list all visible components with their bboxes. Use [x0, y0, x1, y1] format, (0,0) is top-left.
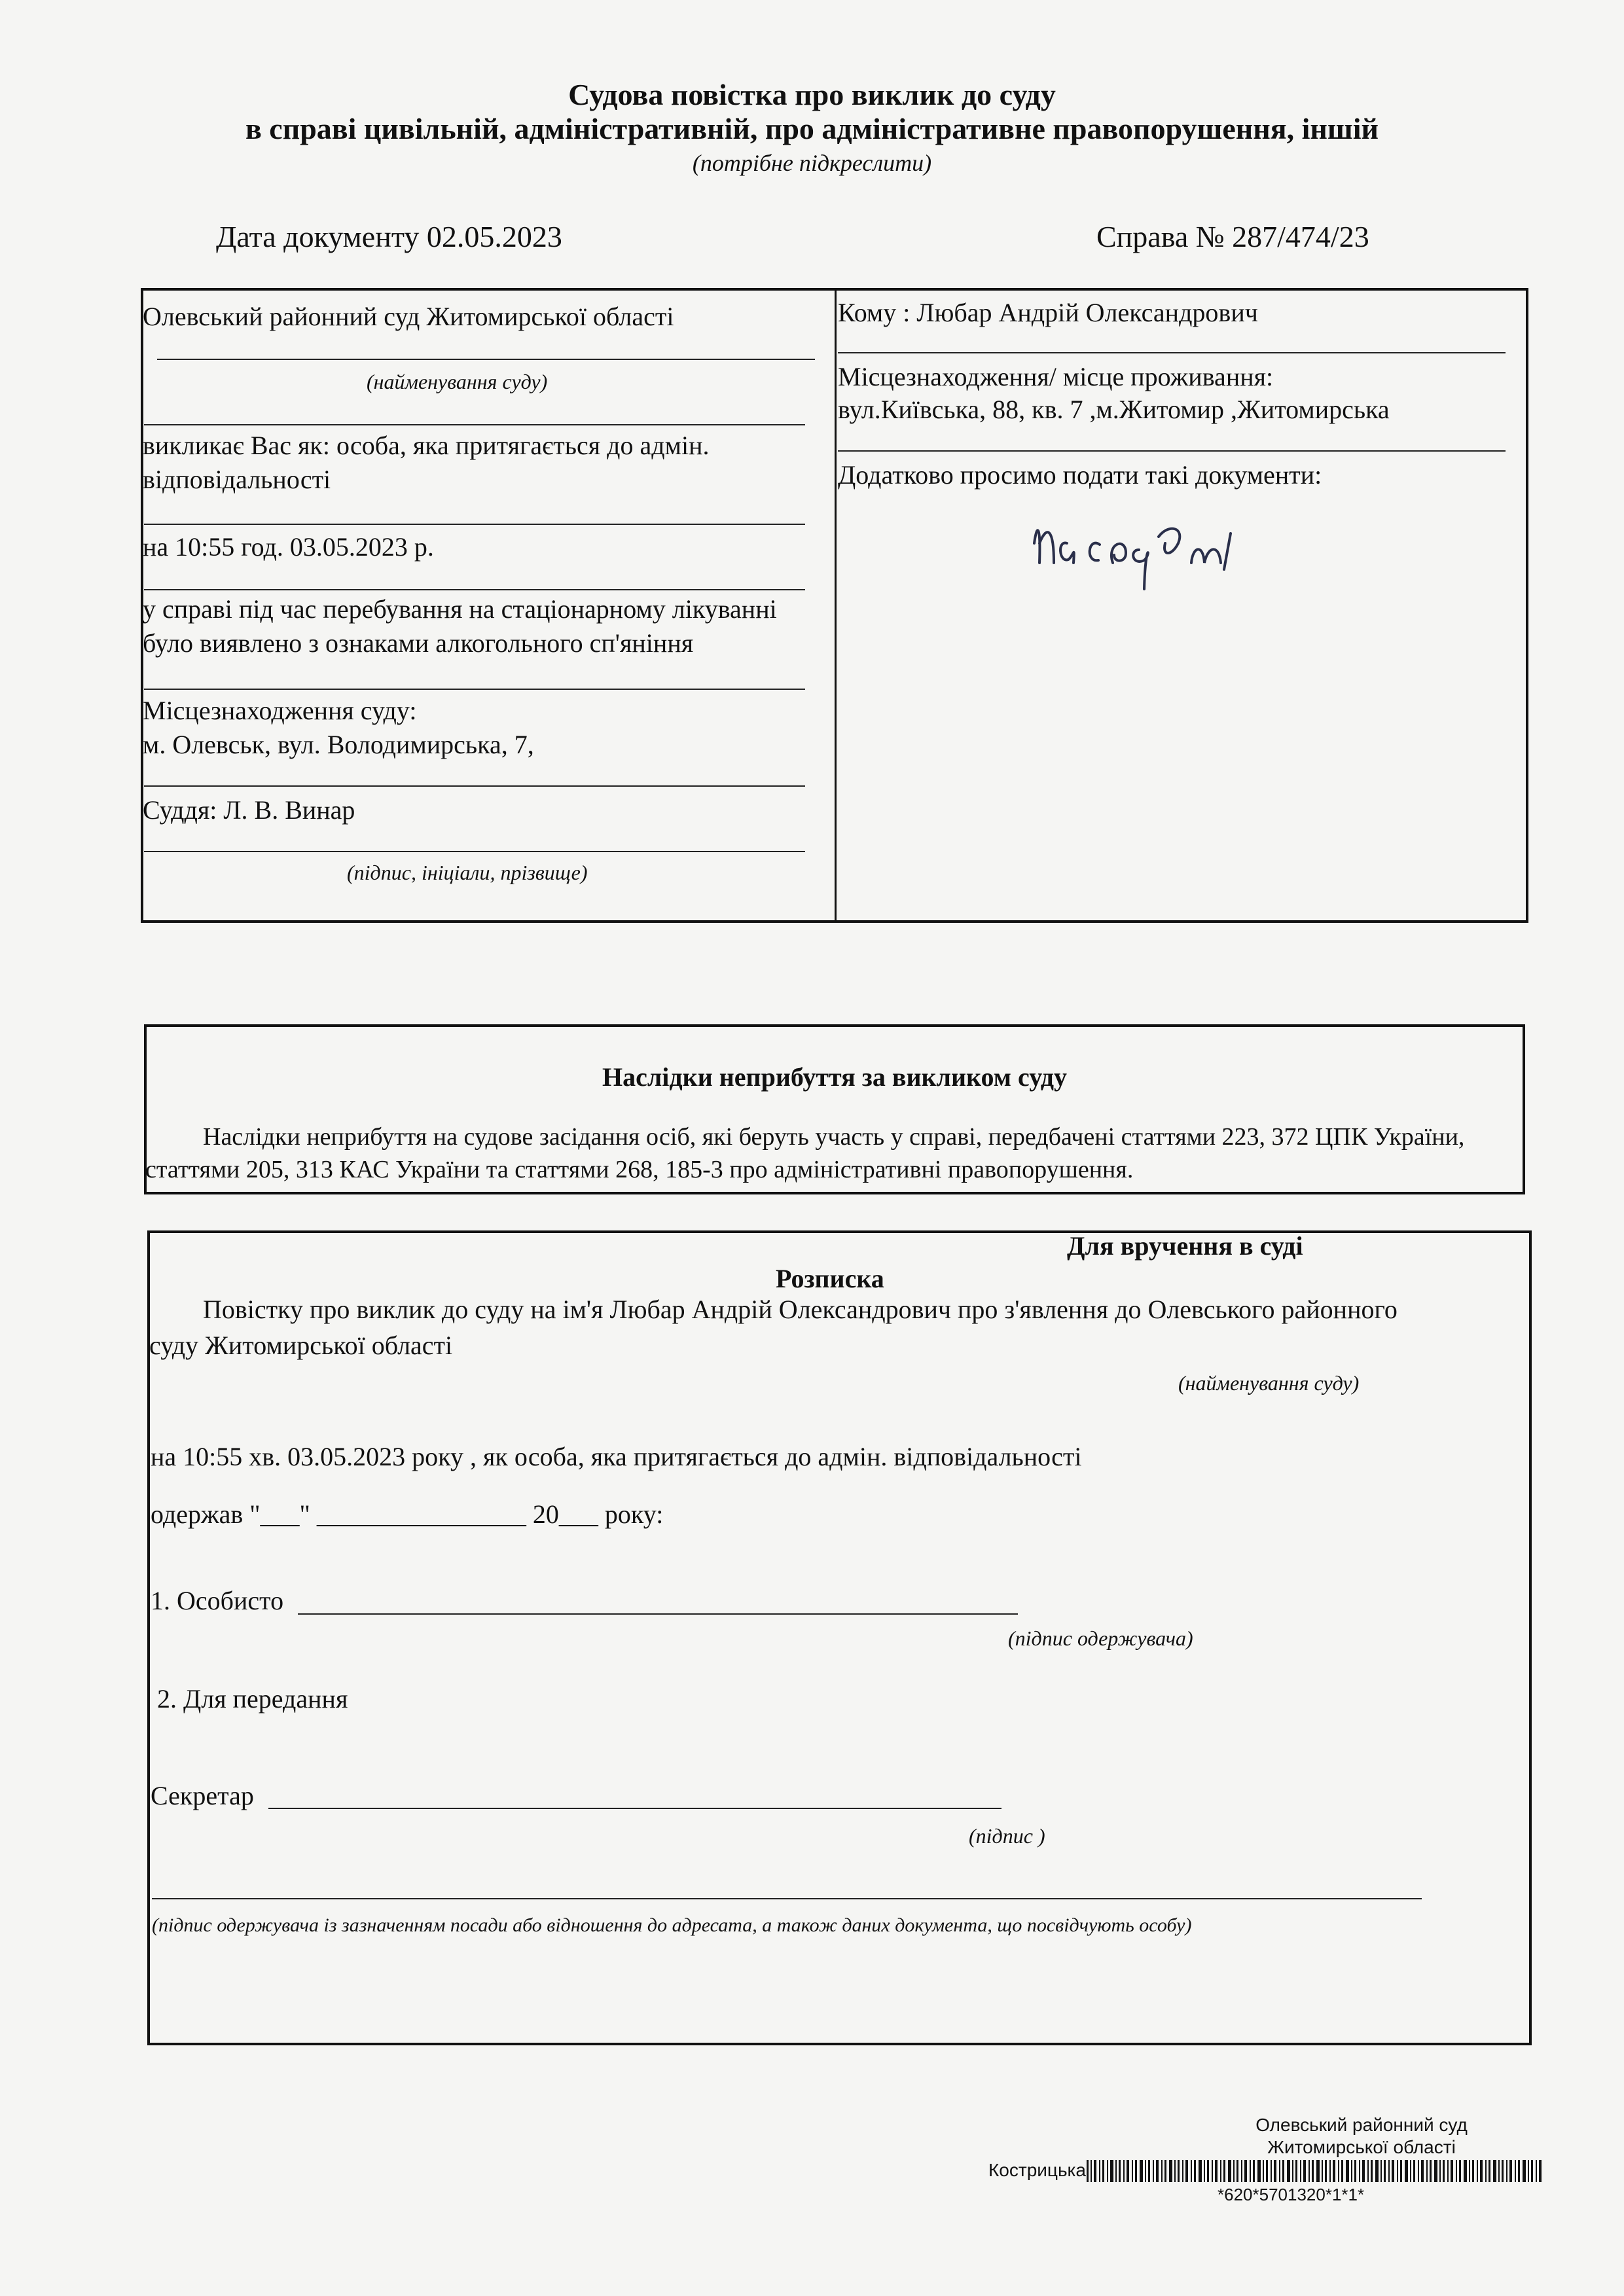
- rule: [144, 424, 805, 425]
- judge-name: Суддя: Л. В. Винар: [143, 795, 355, 825]
- consequences-text-line1: Наслідки неприбуття на судове засідання осіб, які беруть участь у справі, передбачені статтями 223, 372 ЦПК України,: [203, 1123, 1465, 1151]
- stamp-line2: Житомирської області: [1267, 2137, 1456, 2157]
- handwritten-note: [1028, 497, 1303, 596]
- document-title: Судова повістка про виклик до суду: [568, 78, 1056, 111]
- consequences-title: Наслідки неприбуття за викликом суду: [602, 1062, 1067, 1092]
- secretary-signature-line: [268, 1808, 1001, 1809]
- secretary-label: Секретар: [151, 1781, 254, 1810]
- handwriting-scribble-icon: [1028, 497, 1303, 596]
- court-name-rule: [157, 359, 815, 360]
- transfer-label: 2. Для передання: [157, 1684, 348, 1713]
- summons-as-line2: відповідальності: [143, 465, 331, 494]
- consequences-text-line2: статтями 205, 313 КАС України та статтями 268, 185-3 про адміністративні правопорушення.: [145, 1156, 1134, 1183]
- clerk-name: Кострицька: [988, 2160, 1086, 2180]
- rule: [144, 689, 805, 690]
- rule: [144, 589, 805, 590]
- receipt-court-caption: (найменування суду): [1178, 1371, 1360, 1395]
- received-line: одержав "___" ________________ 20___ року:: [151, 1499, 664, 1529]
- signature-caption: (підпис ): [969, 1824, 1045, 1848]
- extra-docs-label: Додатково просимо подати такі документи:: [838, 460, 1322, 490]
- personally-label: 1. Особисто: [151, 1586, 284, 1615]
- case-description-line2: було виявлено з ознаками алкогольного сп'яніння: [143, 628, 694, 658]
- document-subtitle: в справі цивільній, адміністративній, про адміністративне правопорушення, іншій: [245, 112, 1379, 145]
- document-date: Дата документу 02.05.2023: [216, 220, 562, 253]
- signature-caption: (підпис, ініціали, прізвище): [347, 861, 588, 884]
- rule: [144, 851, 805, 852]
- court-name-caption: (найменування суду): [367, 370, 548, 393]
- case-number: Справа № 287/474/23: [1096, 220, 1369, 253]
- rule: [144, 785, 805, 787]
- receipt-text-line2: суду Житомирської області: [149, 1331, 453, 1360]
- bottom-signature-line: [152, 1898, 1422, 1899]
- court-location-label: Місцезнаходження суду:: [143, 696, 417, 725]
- stamp-line1: Олевський районний суд: [1255, 2115, 1468, 2135]
- receipt-datetime: на 10:55 хв. 03.05.2023 року , як особа, яка притягається до адмін. відповідальності: [151, 1442, 1082, 1471]
- personally-signature-line: [298, 1613, 1018, 1615]
- court-name: Олевський районний суд Житомирської області: [143, 302, 674, 331]
- barcode-icon: [1087, 2160, 1545, 2182]
- bottom-caption: (підпис одержувача із зазначенням посади або відношення до адресата, а також даних документа, що посвідчують особу): [152, 1914, 1192, 1936]
- case-description-line1: у справі під час перебування на стаціонарному лікуванні: [143, 594, 777, 624]
- residence-label: Місцезнаходження/ місце проживання:: [838, 362, 1274, 391]
- underline-note: (потрібне підкреслити): [692, 150, 932, 176]
- receipt-text-line1: Повістку про виклик до суду на ім'я Любар Андрій Олександрович про з'явлення до Олевського районного: [203, 1295, 1398, 1324]
- receipt-title: Розписка: [776, 1264, 884, 1293]
- court-address: м. Олевськ, вул. Володимирська, 7,: [143, 730, 534, 759]
- delivery-note: Для вручення в суді: [1067, 1231, 1303, 1261]
- recipient-name: Кому : Любар Андрій Олександрович: [838, 298, 1258, 327]
- barcode: [1087, 2160, 1545, 2182]
- hearing-datetime: на 10:55 год. 03.05.2023 р.: [143, 532, 434, 562]
- rule: [838, 450, 1506, 452]
- table-divider: [835, 288, 837, 923]
- residence-address: вул.Київська, 88, кв. 7 ,м.Житомир ,Житомирська: [838, 395, 1390, 424]
- rule: [838, 352, 1506, 353]
- recipient-signature-caption: (підпис одержувача): [1008, 1626, 1193, 1650]
- barcode-text: *620*5701320*1*1*: [1218, 2185, 1365, 2204]
- rule: [144, 524, 805, 525]
- court-stamp: [1178, 2114, 1545, 2159]
- summons-as-line1: викликає Вас як: особа, яка притягається до адмін.: [143, 431, 710, 460]
